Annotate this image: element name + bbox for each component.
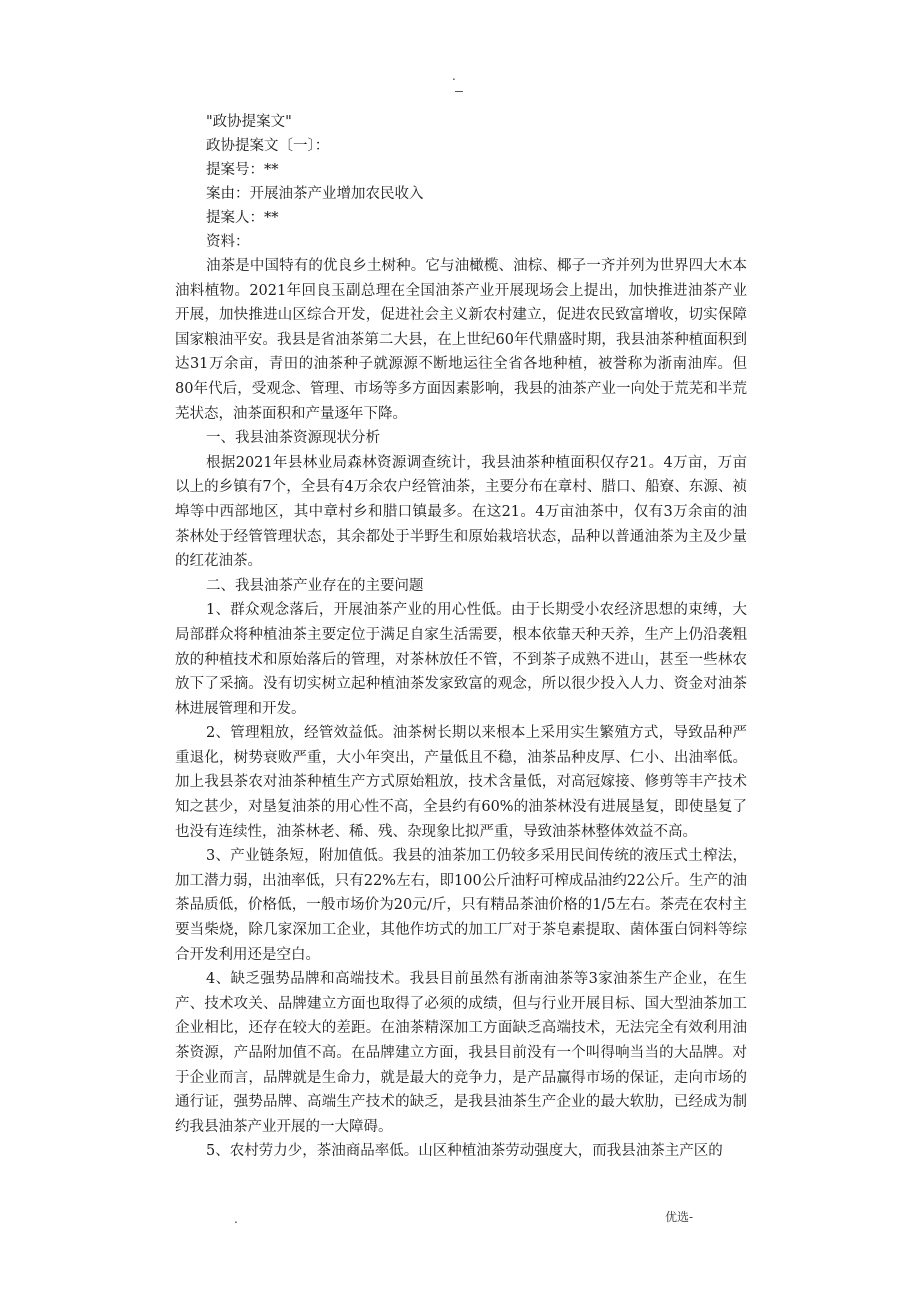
section-heading-1: 一、我县油茶资源现状分析 xyxy=(206,430,380,447)
footer-mark: . xyxy=(234,1212,238,1226)
paragraph-problem-1: 1、群众观念落后，开展油茶产业的用心性低。由于长期受小农经济思想的束缚，大局部群众将种植油茶主要定位于满足自家生活需要，根本依靠天种天养，生产上仍沿袭粗放的种植技术和原始落后的管理，对茶林放任不管，不到茶子成熟不进山，甚至一些林农放下了采摘。没有切实树立起种植油茶发家致富的观念，所以很少投入人力、资金对油茶林进展管理和开发。 xyxy=(175,602,747,717)
materials-label: 资料： xyxy=(206,234,250,250)
header-mark: . xyxy=(452,69,456,83)
paragraph-problem-5: 5、农村劳力少，茶油商品率低。山区种植油茶劳动强度大，而我县油茶主产区的 xyxy=(206,1143,723,1160)
doc-subtitle: 政协提案文〔一〕： xyxy=(206,138,330,154)
paragraph-problem-4: 4、缺乏强势品牌和高端技术。我县目前虽然有浙南油茶等3家油茶生产企业，在生产、技术攻关、品牌建立方面也取得了必须的成绩，但与行业开展目标、国大型油茶加工企业相比，还存在较大的差距。在油茶精深加工方面缺乏高端技术，无法完全有效利用油茶资源，产品附加值不高。在品牌建立方面，我县目前没有一个叫得响当当的大品牌。对于企业而言，品牌就是生命力，就是最大的竞争力，是产品赢得市场的保证，走向市场的通行证，强势品牌、高端生产技术的缺乏，是我县油茶生产企业的最大软肋，已经成为制约我县油茶产业开展的一大障碍。 xyxy=(175,971,747,1135)
section-heading-2: 二、我县油茶产业存在的主要问题 xyxy=(206,577,424,594)
proposal-proposer: 提案人：** xyxy=(206,210,279,226)
paragraph-intro: 油茶是中国特有的优良乡土树种。它与油橄榄、油棕、椰子一齐并列为世界四大木本油料植物。2021年回良玉副总理在全国油茶产业开展现场会上提出，加快推进油茶产业开展，加快推进山区综合开发，促进社会主义新农村建立，促进农民致富增收，切实保障国家粮油平安。我县是省油茶第二大县，在上世纪60年代鼎盛时期，我县油茶种植面积到达31万余亩，青田的油茶种子就源源不断地运往全省各地种植，被誉称为浙南油库。但80年代后，受观念、管理、市场等多方面因素影响，我县的油茶产业一向处于荒芜和半荒芜状态，油茶面积和产量逐年下降。 xyxy=(175,258,747,422)
header-rule xyxy=(455,91,463,92)
proposal-number: 提案号：** xyxy=(206,162,279,178)
paragraph-resource-status: 根据2021年县林业局森林资源调查统计，我县油茶种植面积仅存21。4万亩，万亩以上的乡镇有7个，全县有4万余农户经管油茶，主要分布在章村、腊口、船寮、东源、祯埠等中西部地区，其中章村乡和腊口镇最多。在这21。4万亩油茶中，仅有3万余亩的油茶林处于经管管理状态，其余都处于半野生和原始栽培状态，品种以普通油茶为主及少量的红花油茶。 xyxy=(175,454,747,570)
footer-label: 优选- xyxy=(665,1210,694,1224)
doc-title: "政协提案文" xyxy=(206,114,292,130)
paragraph-problem-3: 3、产业链条短，附加值低。我县的油茶加工仍较多采用民间传统的液压式土榨法，加工潜力弱，出油率低，只有22%左右，即100公斤油籽可榨成品油约22公斤。生产的油茶品质低，价格低，一般市场价为20元/斤，只有精品茶油价格的1/5左右。茶壳在农村主要当柴烧，除几家深加工企业，其他作坊式的加工厂对于茶皂素提取、菌体蛋白饲料等综合开发利用还是空白。 xyxy=(175,848,747,963)
document-body xyxy=(175,110,747,1164)
paragraph-problem-2: 2、管理粗放，经管效益低。油茶树长期以来根本上采用实生繁殖方式，导致品种严重退化，树势衰败严重，大小年突出，产量低且不稳，油茶品种皮厚、仁小、出油率低。加上我县茶农对油茶种植生产方式原始粗放，技术含量低，对高冠嫁接、修剪等丰产技术知之甚少，对垦复油茶的用心性不高，全县约有60%的油茶林没有进展垦复，即使垦复了也没有连续性，油茶林老、稀、残、杂现象比拟严重，导致油茶林整体效益不高。 xyxy=(175,725,747,840)
proposal-subject: 案由：开展油茶产业增加农民收入 xyxy=(206,186,424,202)
